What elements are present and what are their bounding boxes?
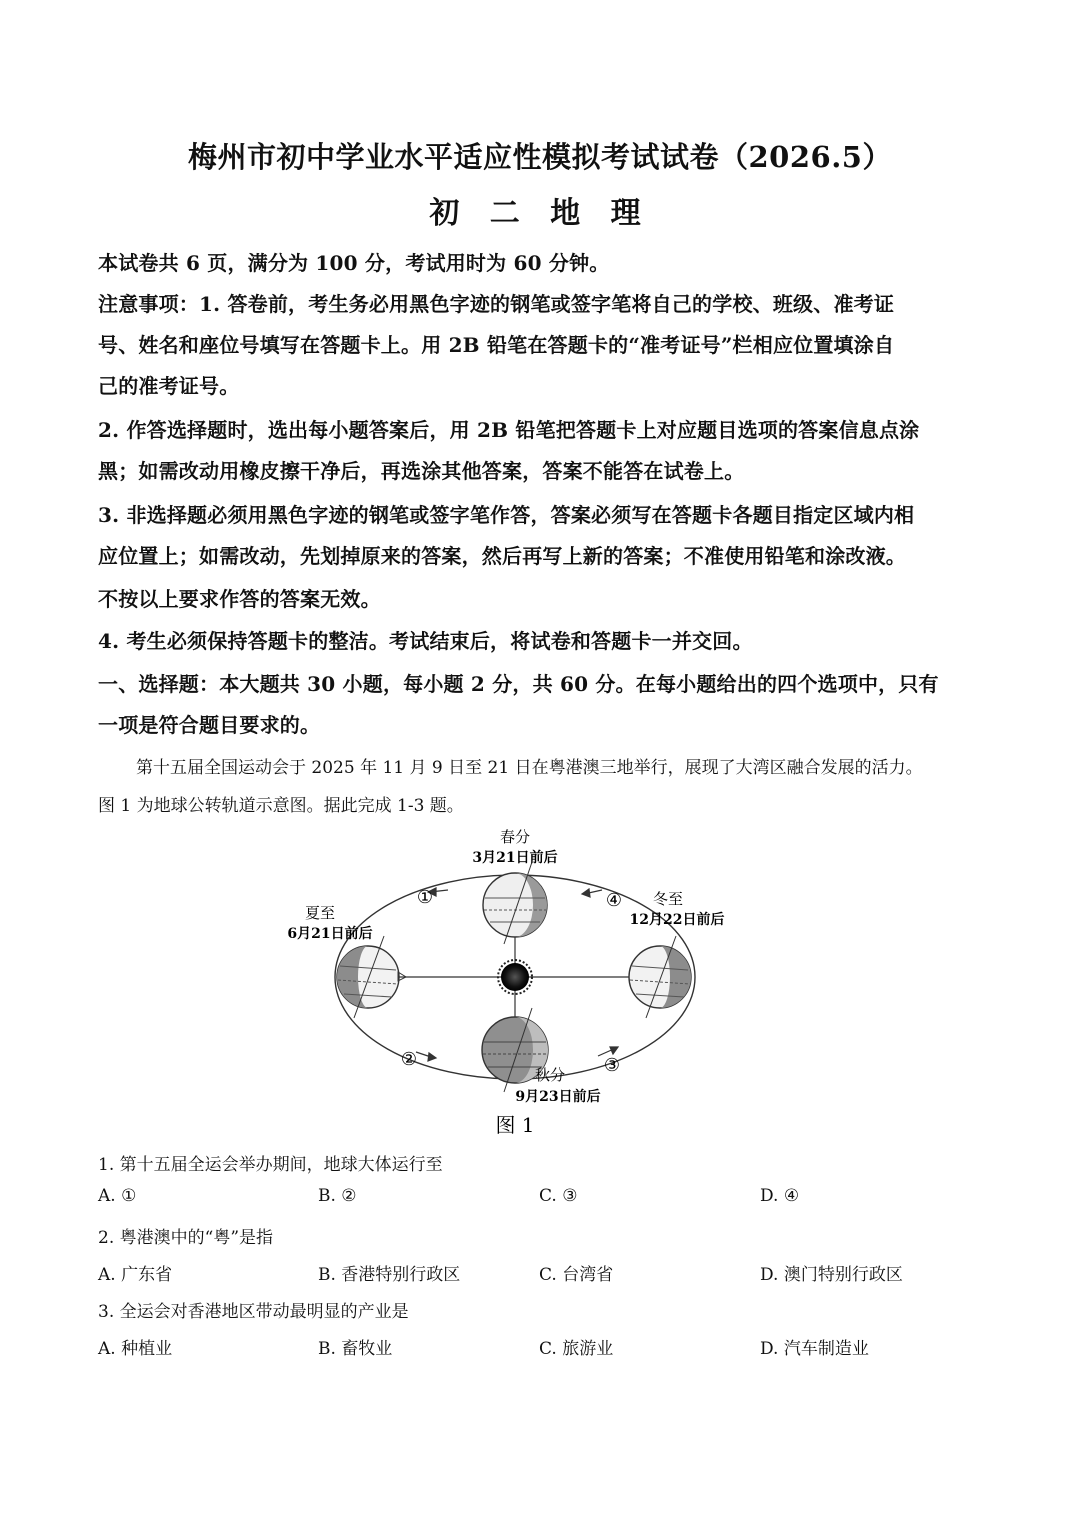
autumn-name-label: 秋分	[534, 1066, 566, 1084]
winter-name-label: 冬至	[652, 890, 684, 908]
question-1-option-b[interactable]: B. ②	[318, 1186, 357, 1206]
autumn-date-label: 9月23日前后	[515, 1089, 601, 1105]
orbit-arrow-4-icon	[582, 889, 602, 897]
summer-name-label: 夏至	[304, 904, 336, 922]
note3-line3: 不按以上要求作答的答案无效。	[98, 587, 381, 611]
winter-date-label: 12月22日前后	[629, 912, 725, 928]
earth-summer-icon	[337, 936, 406, 1018]
question-3-option-b[interactable]: B. 畜牧业	[318, 1339, 393, 1359]
marker-1: ①	[416, 887, 434, 908]
question-2-option-a[interactable]: A. 广东省	[98, 1265, 173, 1285]
sun-icon	[498, 960, 532, 994]
note3-line2: 应位置上；如需改动，先划掉原来的答案，然后再写上新的答案；不准使用铅笔和涂改液。	[98, 544, 906, 568]
question-1-option-d[interactable]: D. ④	[760, 1186, 800, 1206]
section1-heading-line2: 一项是符合题目要求的。	[98, 713, 321, 737]
passage-line1: 第十五届全国运动会于 2025 年 11 月 9 日至 21 日在粤港澳三地举行，展现了大湾区融合发展的活力。	[136, 758, 923, 778]
earth-spring-icon	[483, 862, 547, 944]
marker-3: ③	[603, 1055, 621, 1076]
passage-line2: 图 1 为地球公转轨道示意图。据此完成 1-3 题。	[98, 796, 464, 816]
exam-intro: 本试卷共 6 页，满分为 100 分，考试用时为 60 分钟。	[98, 251, 610, 275]
earth-winter-icon	[629, 936, 691, 1018]
question-1-stem: 1. 第十五届全运会举办期间，地球大体运行至	[98, 1155, 443, 1175]
question-2-option-d[interactable]: D. 澳门特别行政区	[760, 1265, 903, 1285]
note1-line2: 号、姓名和座位号填写在答题卡上。用 2B 铅笔在答题卡的“准考证号”栏相应位置填涂自	[98, 333, 895, 357]
subject-title: 初 二 地 理	[429, 196, 651, 231]
question-2-option-b[interactable]: B. 香港特别行政区	[318, 1265, 461, 1285]
orbit-arrow-2-icon	[416, 1052, 436, 1061]
note1-line3: 己的准考证号。	[98, 374, 240, 398]
earth-orbit-diagram	[280, 820, 750, 1140]
question-1-option-c[interactable]: C. ③	[539, 1186, 578, 1206]
figure-caption: 图 1	[495, 1113, 535, 1137]
question-2-option-c[interactable]: C. 台湾省	[539, 1265, 614, 1285]
question-3-stem: 3. 全运会对香港地区带动最明显的产业是	[98, 1302, 409, 1322]
summer-date-label: 6月21日前后	[287, 926, 373, 942]
page-title: 梅州市初中学业水平适应性模拟考试试卷（2026.5）	[188, 140, 892, 174]
marker-2: ②	[400, 1049, 418, 1070]
marker-4: ④	[605, 890, 623, 911]
question-3-option-a[interactable]: A. 种植业	[98, 1339, 173, 1359]
spring-date-label: 3月21日前后	[472, 850, 558, 866]
note3-line1: 3. 非选择题必须用黑色字迹的钢笔或签字笔作答，答案必须写在答题卡各题目指定区域内相	[98, 503, 915, 527]
note2-line1: 2. 作答选择题时，选出每小题答案后，用 2B 铅笔把答题卡上对应题目选项的答案信息点涂	[98, 418, 920, 442]
question-3-option-d[interactable]: D. 汽车制造业	[760, 1339, 869, 1359]
note4: 4. 考生必须保持答题卡的整洁。考试结束后，将试卷和答题卡一并交回。	[98, 629, 753, 653]
note1-line1: 注意事项：1. 答卷前，考生务必用黑色字迹的钢笔或签字笔将自己的学校、班级、准考证	[98, 292, 895, 316]
question-1-option-a[interactable]: A. ①	[98, 1186, 137, 1206]
question-2-stem: 2. 粤港澳中的“粤”是指	[98, 1228, 274, 1248]
note2-line2: 黑；如需改动用橡皮擦干净后，再选涂其他答案，答案不能答在试卷上。	[98, 459, 745, 483]
spring-name-label: 春分	[499, 828, 531, 846]
section1-heading-line1: 一、选择题：本大题共 30 小题，每小题 2 分，共 60 分。在每小题给出的四个选项中，只有	[98, 672, 939, 696]
question-3-option-c[interactable]: C. 旅游业	[539, 1339, 614, 1359]
